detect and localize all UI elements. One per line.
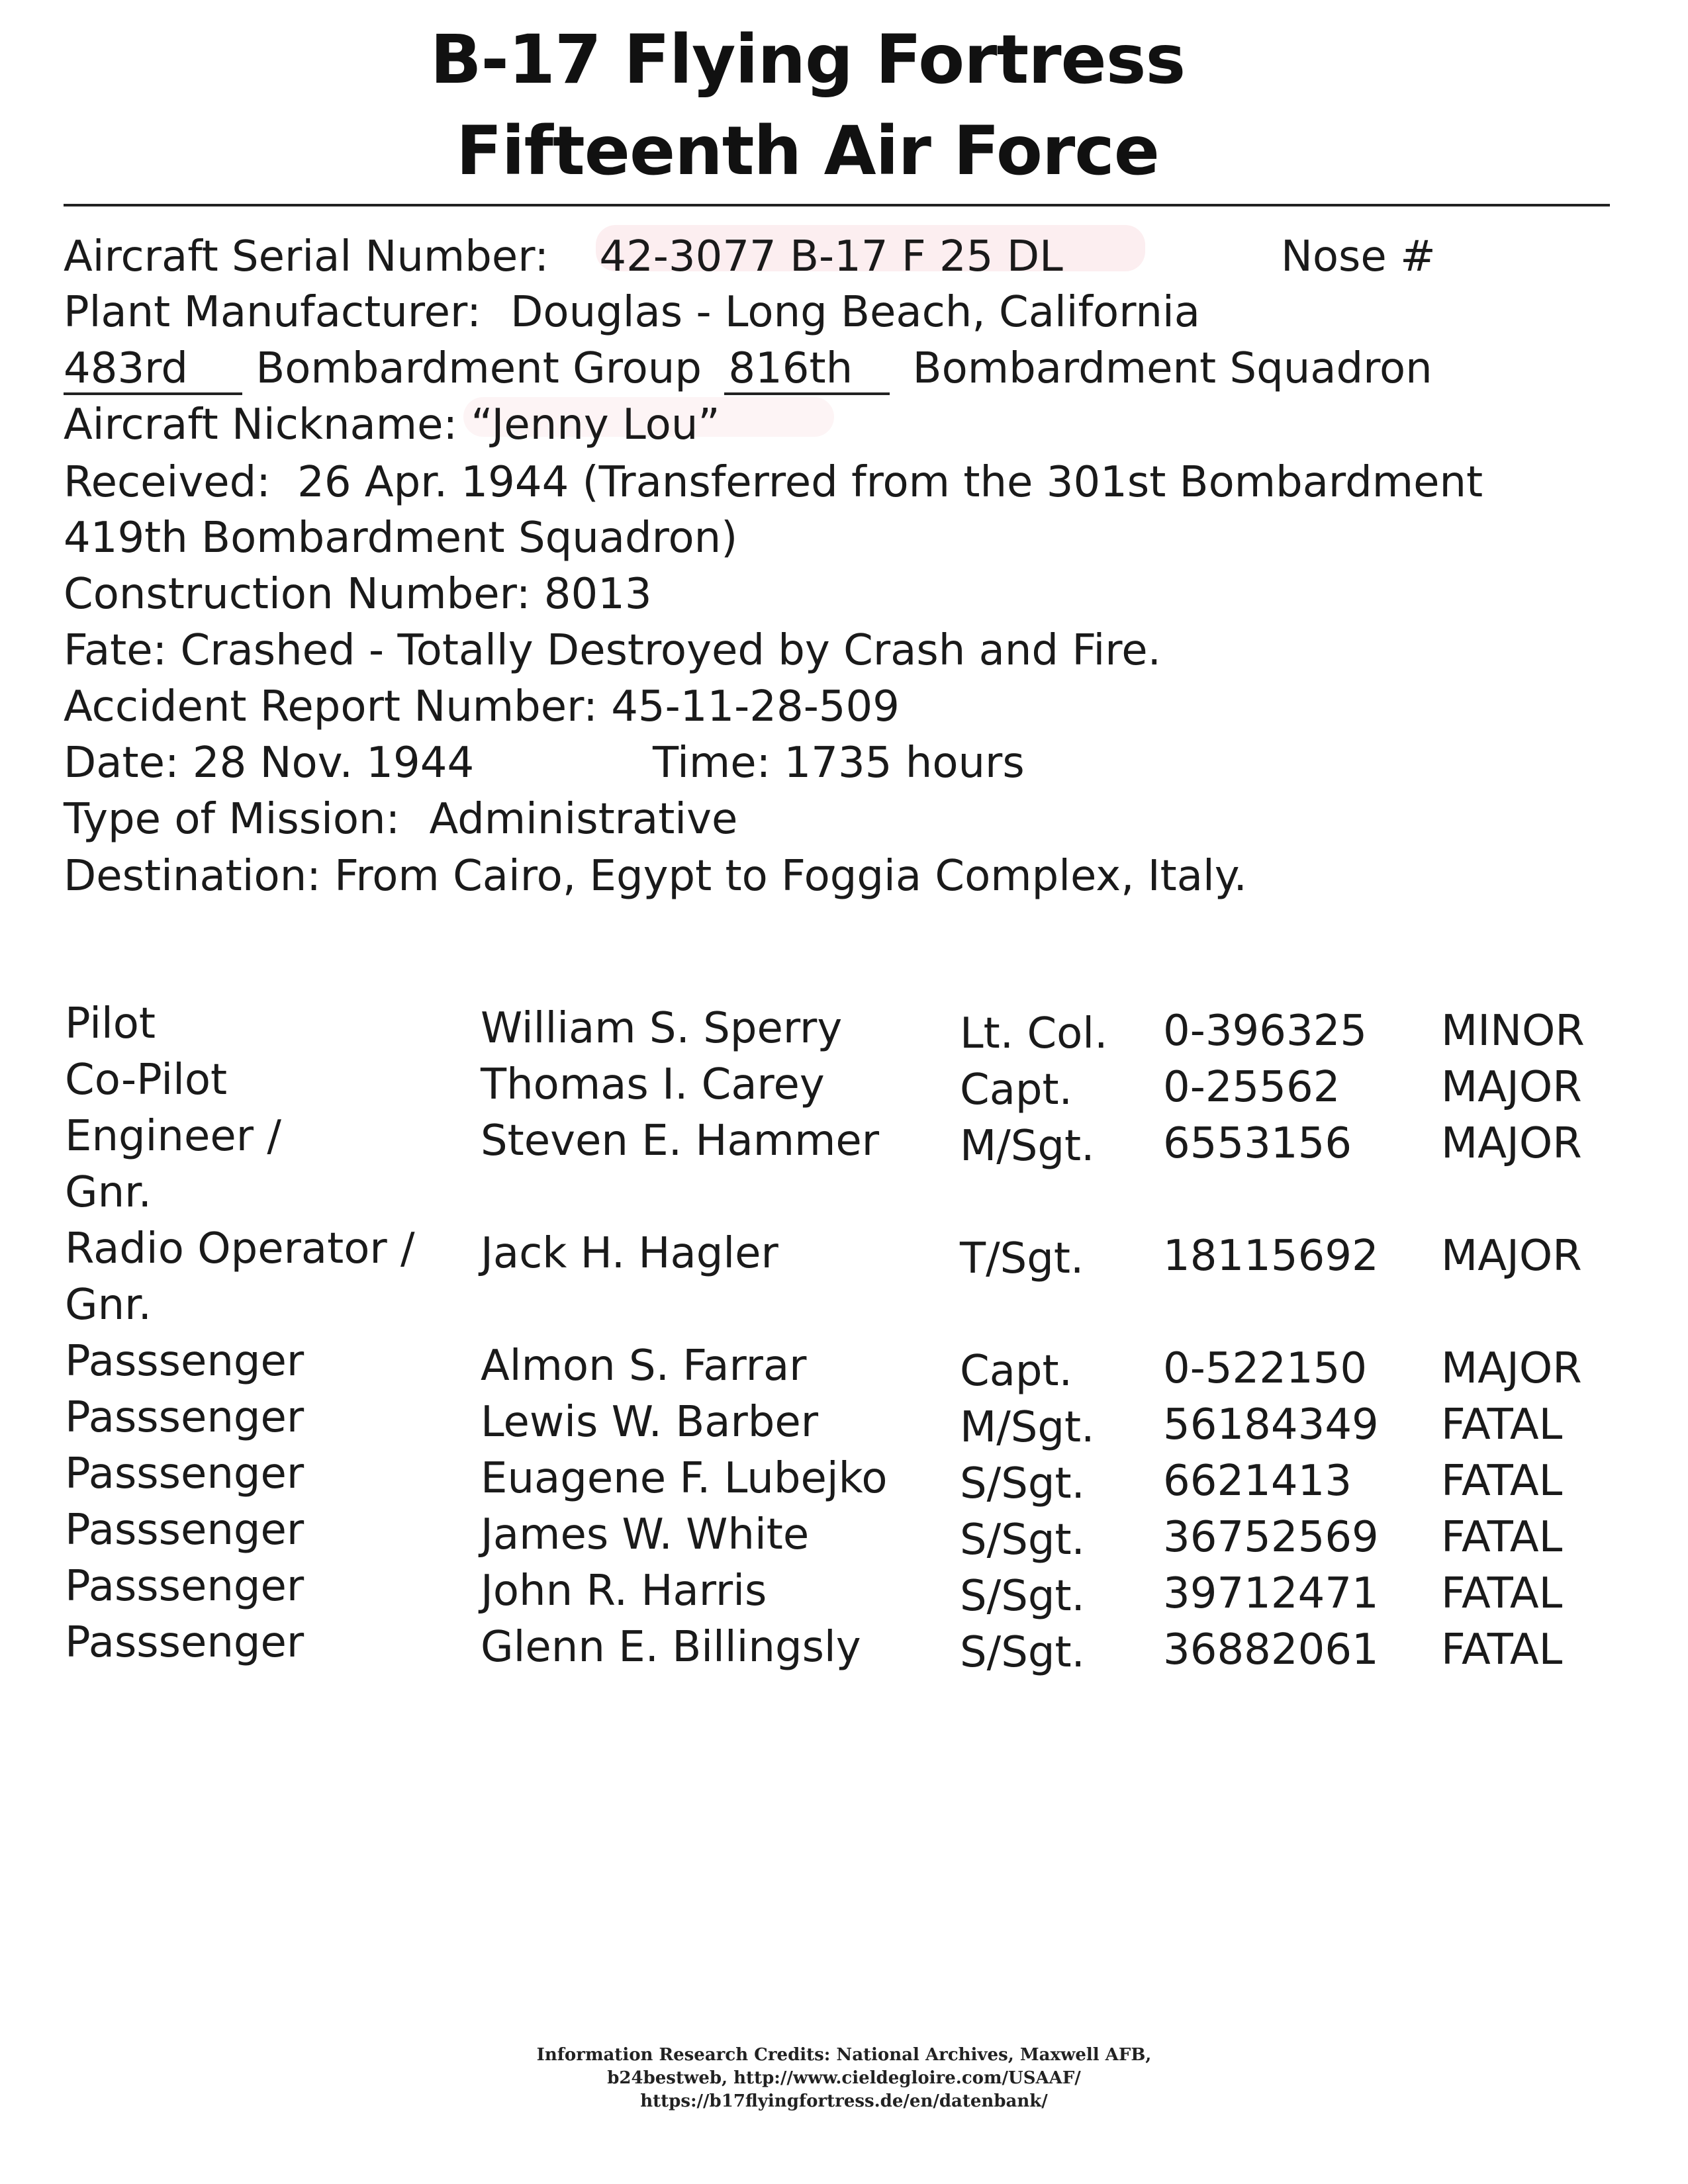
crew-role-continued: Gnr. xyxy=(65,1281,152,1330)
crew-serial: 36882061 xyxy=(1163,1625,1379,1674)
construction-label: Construction Number: xyxy=(64,570,531,619)
crew-rank: T/Sgt. xyxy=(960,1234,1084,1283)
crew-serial: 6621413 xyxy=(1163,1457,1352,1506)
research-credits xyxy=(0,2044,1688,2113)
crew-role: Engineer / xyxy=(65,1112,281,1161)
crew-serial: 56184349 xyxy=(1163,1400,1379,1449)
accident-label: Accident Report Number: xyxy=(64,682,598,731)
plant-label: Plant Manufacturer: xyxy=(64,288,481,337)
mission-value: Administrative xyxy=(429,795,738,844)
crew-role: Passsenger xyxy=(65,1337,305,1386)
destination-value: From Cairo, Egypt to Foggia Complex, Italy. xyxy=(334,852,1247,901)
crew-status: FATAL xyxy=(1441,1569,1563,1618)
serial-number-row xyxy=(64,232,1063,281)
crew-serial: 0-522150 xyxy=(1163,1344,1368,1393)
crew-role: Passsenger xyxy=(65,1562,305,1611)
crew-status: MAJOR xyxy=(1441,1063,1582,1112)
crew-status: FATAL xyxy=(1441,1457,1563,1506)
crew-name: Steven E. Hammer xyxy=(481,1116,880,1165)
crew-role: Passsenger xyxy=(65,1393,305,1442)
crew-name: Almon S. Farrar xyxy=(481,1342,807,1390)
accident-value: 45-11-28-509 xyxy=(611,682,900,731)
accident-row xyxy=(64,682,900,731)
destination-row xyxy=(64,852,1247,901)
crew-rank: Lt. Col. xyxy=(960,1009,1108,1058)
group-value: 483rd xyxy=(64,347,242,395)
crew-serial: 0-25562 xyxy=(1163,1063,1340,1112)
nose-number-label: Nose # xyxy=(1281,232,1436,281)
nickname-label: Aircraft Nickname: xyxy=(64,400,457,449)
credits-line-3: https://b17flyingfortress.de/en/datenbank/ xyxy=(640,2091,1048,2112)
crew-name: John R. Harris xyxy=(481,1567,767,1615)
crew-name: Thomas I. Carey xyxy=(481,1060,825,1109)
time-value: 1735 hours xyxy=(784,739,1025,788)
fate-value: Crashed - Totally Destroyed by Crash and Fire. xyxy=(180,626,1161,675)
group-squadron-row xyxy=(64,344,1432,395)
plant-row xyxy=(64,288,1200,337)
crew-status: MAJOR xyxy=(1441,1344,1582,1393)
crew-rank: Capt. xyxy=(960,1347,1072,1396)
crew-role: Radio Operator / xyxy=(65,1224,415,1273)
serial-number-value: 42-3077 B-17 F 25 DL xyxy=(599,232,1063,281)
fate-label: Fate: xyxy=(64,626,167,675)
squadron-label: Bombardment Squadron xyxy=(912,344,1432,393)
crew-serial: 36752569 xyxy=(1163,1513,1379,1562)
crew-rank: M/Sgt. xyxy=(960,1122,1095,1171)
crew-role: Passsenger xyxy=(65,1618,305,1667)
crew-serial: 0-396325 xyxy=(1163,1007,1368,1056)
date-value: 28 Nov. 1944 xyxy=(192,739,475,788)
crew-rank: Capt. xyxy=(960,1066,1072,1115)
mission-label: Type of Mission: xyxy=(64,795,400,844)
crew-name: William S. Sperry xyxy=(481,1004,843,1053)
crew-name: Lewis W. Barber xyxy=(481,1398,819,1447)
crew-name: James W. White xyxy=(481,1510,810,1559)
crew-serial: 39712471 xyxy=(1163,1569,1379,1618)
crew-role: Passsenger xyxy=(65,1449,305,1498)
crew-name: Euagene F. Lubejko xyxy=(481,1454,888,1503)
crew-status: FATAL xyxy=(1441,1513,1563,1562)
crew-status: MAJOR xyxy=(1441,1119,1582,1168)
crew-role: Passsenger xyxy=(65,1506,305,1555)
page-title-line-1: B-17 Flying Fortress xyxy=(430,21,1186,99)
crew-rank: S/Sgt. xyxy=(960,1516,1085,1565)
date-label: Date: xyxy=(64,739,179,788)
received-continued: 419th Bombardment Squadron) xyxy=(64,514,738,563)
squadron-value: 816th xyxy=(724,347,890,395)
crew-role: Co-Pilot xyxy=(65,1056,228,1105)
crew-role: Pilot xyxy=(65,999,156,1048)
crew-name: Glenn E. Billingsly xyxy=(481,1623,861,1672)
title-divider xyxy=(64,204,1610,206)
group-label: Bombardment Group xyxy=(256,344,702,393)
received-row xyxy=(64,458,1483,507)
crew-rank: S/Sgt. xyxy=(960,1459,1085,1508)
crew-status: FATAL xyxy=(1441,1400,1563,1449)
destination-label: Destination: xyxy=(64,852,321,901)
serial-number-label: Aircraft Serial Number: xyxy=(64,232,549,281)
crew-status: MINOR xyxy=(1441,1007,1585,1056)
crew-status: MAJOR xyxy=(1441,1232,1582,1281)
time-row xyxy=(653,739,1025,788)
construction-row xyxy=(64,570,652,619)
nickname-row xyxy=(64,400,720,449)
page-title-line-2: Fifteenth Air Force xyxy=(456,112,1159,191)
crew-role-continued: Gnr. xyxy=(65,1168,152,1217)
credits-line-2: b24bestweb, http://www.cieldegloire.com/USAAF/ xyxy=(607,2068,1081,2089)
crew-rank: S/Sgt. xyxy=(960,1572,1085,1621)
fate-row xyxy=(64,626,1161,675)
received-label: Received: xyxy=(64,458,271,507)
credits-line-1: Information Research Credits: National Archives, Maxwell AFB, xyxy=(536,2045,1152,2065)
construction-value: 8013 xyxy=(543,570,652,619)
nickname-value: “Jenny Lou” xyxy=(471,400,720,449)
crew-serial: 18115692 xyxy=(1163,1232,1379,1281)
crew-rank: S/Sgt. xyxy=(960,1628,1085,1677)
plant-value: Douglas - Long Beach, California xyxy=(510,288,1200,337)
mission-row xyxy=(64,795,738,844)
crew-status: FATAL xyxy=(1441,1625,1563,1674)
date-row xyxy=(64,739,475,788)
received-value: 26 Apr. 1944 (Transferred from the 301st Bombardment xyxy=(297,458,1483,507)
time-label: Time: xyxy=(653,739,771,788)
crew-rank: M/Sgt. xyxy=(960,1403,1095,1452)
crew-name: Jack H. Hagler xyxy=(481,1229,778,1278)
crew-serial: 6553156 xyxy=(1163,1119,1352,1168)
